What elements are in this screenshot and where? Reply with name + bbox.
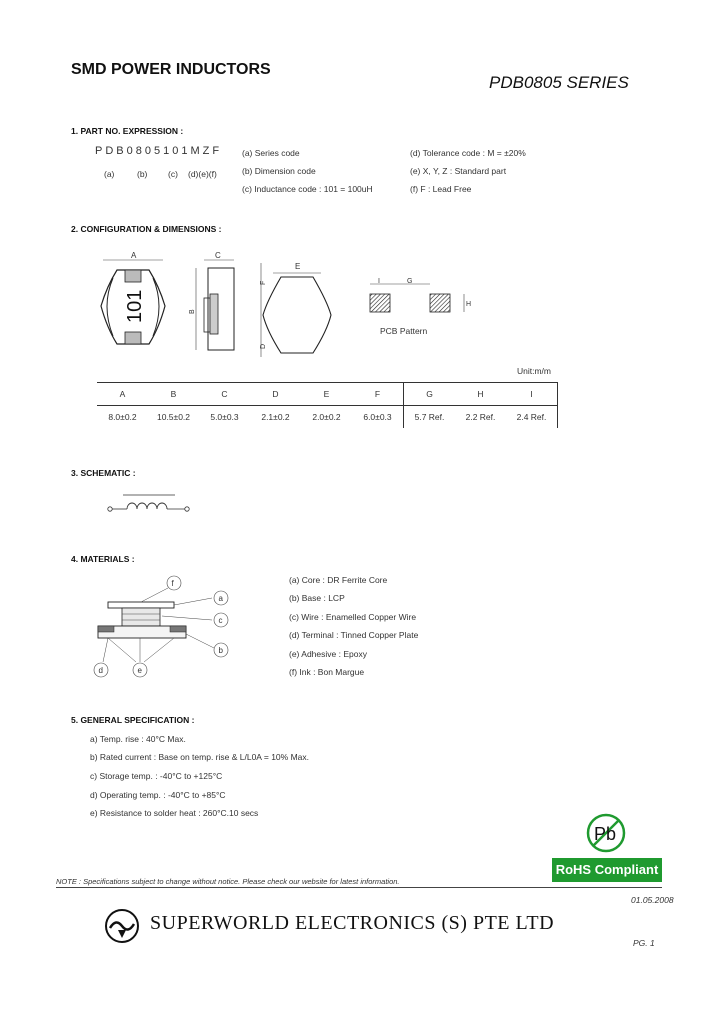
callout-c: c bbox=[218, 616, 223, 625]
footer-note: NOTE : Specifications subject to change without notice. Please check our website for latest information. bbox=[56, 877, 400, 886]
material-d: (d) Terminal : Tinned Copper Plate bbox=[289, 630, 419, 640]
materials-diagram bbox=[88, 574, 238, 684]
callout-e: e bbox=[137, 666, 142, 675]
dimensions-value-row bbox=[97, 406, 558, 429]
spec-e: e) Resistance to solder heat : 260°C.10 secs bbox=[90, 808, 259, 818]
rohs-badge: RoHS Compliant bbox=[552, 858, 662, 882]
dim-label-h: H bbox=[466, 301, 472, 308]
dim-header-e: E bbox=[301, 383, 352, 406]
section-general-heading: 5. GENERAL SPECIFICATION : bbox=[71, 715, 195, 725]
callout-b: b bbox=[218, 646, 223, 655]
material-b: (b) Base : LCP bbox=[289, 593, 345, 603]
pcb-pad-right bbox=[430, 294, 450, 312]
pcb-pattern-label: PCB Pattern bbox=[380, 326, 428, 336]
section-config-heading: 2. CONFIGURATION & DIMENSIONS : bbox=[71, 224, 222, 234]
spec-b: b) Rated current : Base on temp. rise & L/L0A = 10% Max. bbox=[90, 752, 309, 762]
terminal-bottom bbox=[125, 332, 141, 344]
pb-free-icon bbox=[585, 812, 627, 854]
dim-label-c: C bbox=[215, 251, 221, 260]
wire-winding bbox=[122, 608, 160, 626]
dim-label-d: D bbox=[260, 343, 267, 349]
dim-label-f: F bbox=[260, 280, 267, 285]
callout-f: f bbox=[171, 579, 174, 588]
part-desc-a: (a) Series code bbox=[242, 148, 300, 158]
dim-label-a: A bbox=[131, 251, 137, 260]
pcb-pad-left bbox=[370, 294, 390, 312]
bottom-outline bbox=[263, 277, 331, 353]
terminal-left bbox=[98, 626, 114, 632]
part-desc-c: (c) Inductance code : 101 = 100uH bbox=[242, 184, 373, 194]
part-number-code: PDB0805101MZF bbox=[95, 145, 223, 157]
callout-d: d bbox=[98, 666, 103, 675]
dimensions-table bbox=[97, 382, 558, 428]
part-desc-f: (f) F : Lead Free bbox=[410, 184, 472, 194]
dim-label-i: I bbox=[378, 278, 380, 285]
dim-value-b: 10.5±0.2 bbox=[156, 412, 191, 422]
part-desc-e: (e) X, Y, Z : Standard part bbox=[410, 166, 507, 176]
code-part-c: (c) bbox=[168, 169, 178, 179]
footer-divider bbox=[56, 887, 662, 888]
dim-value-c: 5.0±0.3 bbox=[210, 412, 239, 422]
dim-value-g: 5.7 Ref. bbox=[404, 406, 456, 429]
dim-label-e: E bbox=[295, 262, 301, 271]
dim-header-b: B bbox=[148, 383, 199, 406]
dim-value-f: 6.0±0.3 bbox=[363, 412, 392, 422]
series-name: PDB0805 SERIES bbox=[489, 73, 629, 92]
dim-label-b: B bbox=[189, 309, 196, 314]
dim-value-h: 2.2 Ref. bbox=[465, 412, 496, 422]
document-date: 01.05.2008 bbox=[631, 895, 674, 905]
code-part-b: (b) bbox=[137, 169, 148, 179]
terminal-top bbox=[125, 270, 141, 282]
section-part-no-heading: 1. PART NO. EXPRESSION : bbox=[71, 126, 184, 136]
spec-a: a) Temp. rise : 40°C Max. bbox=[90, 734, 186, 744]
bottom-view-drawing bbox=[255, 255, 340, 360]
spec-c: c) Storage temp. : -40°C to +125°C bbox=[90, 771, 223, 781]
material-f: (f) Ink : Bon Margue bbox=[289, 667, 365, 677]
material-c: (c) Wire : Enamelled Copper Wire bbox=[289, 612, 417, 622]
spec-d: d) Operating temp. : -40°C to +85°C bbox=[90, 790, 226, 800]
dim-value-e: 2.0±0.2 bbox=[312, 412, 341, 422]
document-title: SMD POWER INDUCTORS bbox=[71, 61, 271, 78]
inductor-marking: 101 bbox=[124, 289, 146, 323]
dim-header-c: C bbox=[199, 383, 250, 406]
side-view-drawing bbox=[188, 248, 238, 358]
dim-header-i: I bbox=[506, 383, 558, 406]
dim-header-h: H bbox=[455, 383, 506, 406]
dim-value-a: 8.0±0.2 bbox=[108, 412, 137, 422]
company-logo-icon bbox=[104, 908, 140, 944]
dimensions-header-row bbox=[97, 383, 558, 406]
callout-a: a bbox=[218, 594, 223, 603]
unit-label: Unit:m/m bbox=[517, 366, 551, 376]
pcb-pattern-drawing bbox=[360, 276, 475, 322]
dim-value-d: 2.1±0.2 bbox=[261, 412, 290, 422]
part-desc-b: (b) Dimension code bbox=[242, 166, 316, 176]
dim-header-a: A bbox=[97, 383, 148, 406]
company-name: SUPERWORLD ELECTRONICS (S) PTE LTD bbox=[150, 912, 555, 934]
core-top-plate bbox=[108, 602, 174, 608]
material-a: (a) Core : DR Ferrite Core bbox=[289, 575, 388, 585]
dim-header-g: G bbox=[404, 383, 456, 406]
material-e: (e) Adhesive : Epoxy bbox=[289, 649, 367, 659]
section-materials-heading: 4. MATERIALS : bbox=[71, 554, 135, 564]
schematic-symbol bbox=[105, 490, 195, 518]
dim-header-d: D bbox=[250, 383, 301, 406]
pb-symbol: Pb bbox=[594, 824, 617, 844]
coil-symbol bbox=[127, 503, 167, 509]
page-number: PG. 1 bbox=[633, 938, 655, 948]
part-desc-d: (d) Tolerance code : M = ±20% bbox=[410, 148, 526, 158]
dim-value-i: 2.4 Ref. bbox=[506, 406, 558, 429]
dim-header-f: F bbox=[352, 383, 404, 406]
code-part-a: (a) bbox=[104, 169, 115, 179]
section-schematic-heading: 3. SCHEMATIC : bbox=[71, 468, 136, 478]
terminal-right bbox=[170, 626, 186, 632]
top-view-drawing bbox=[95, 248, 175, 363]
dim-label-g: G bbox=[407, 278, 413, 285]
code-part-def: (d)(e)(f) bbox=[188, 169, 217, 179]
